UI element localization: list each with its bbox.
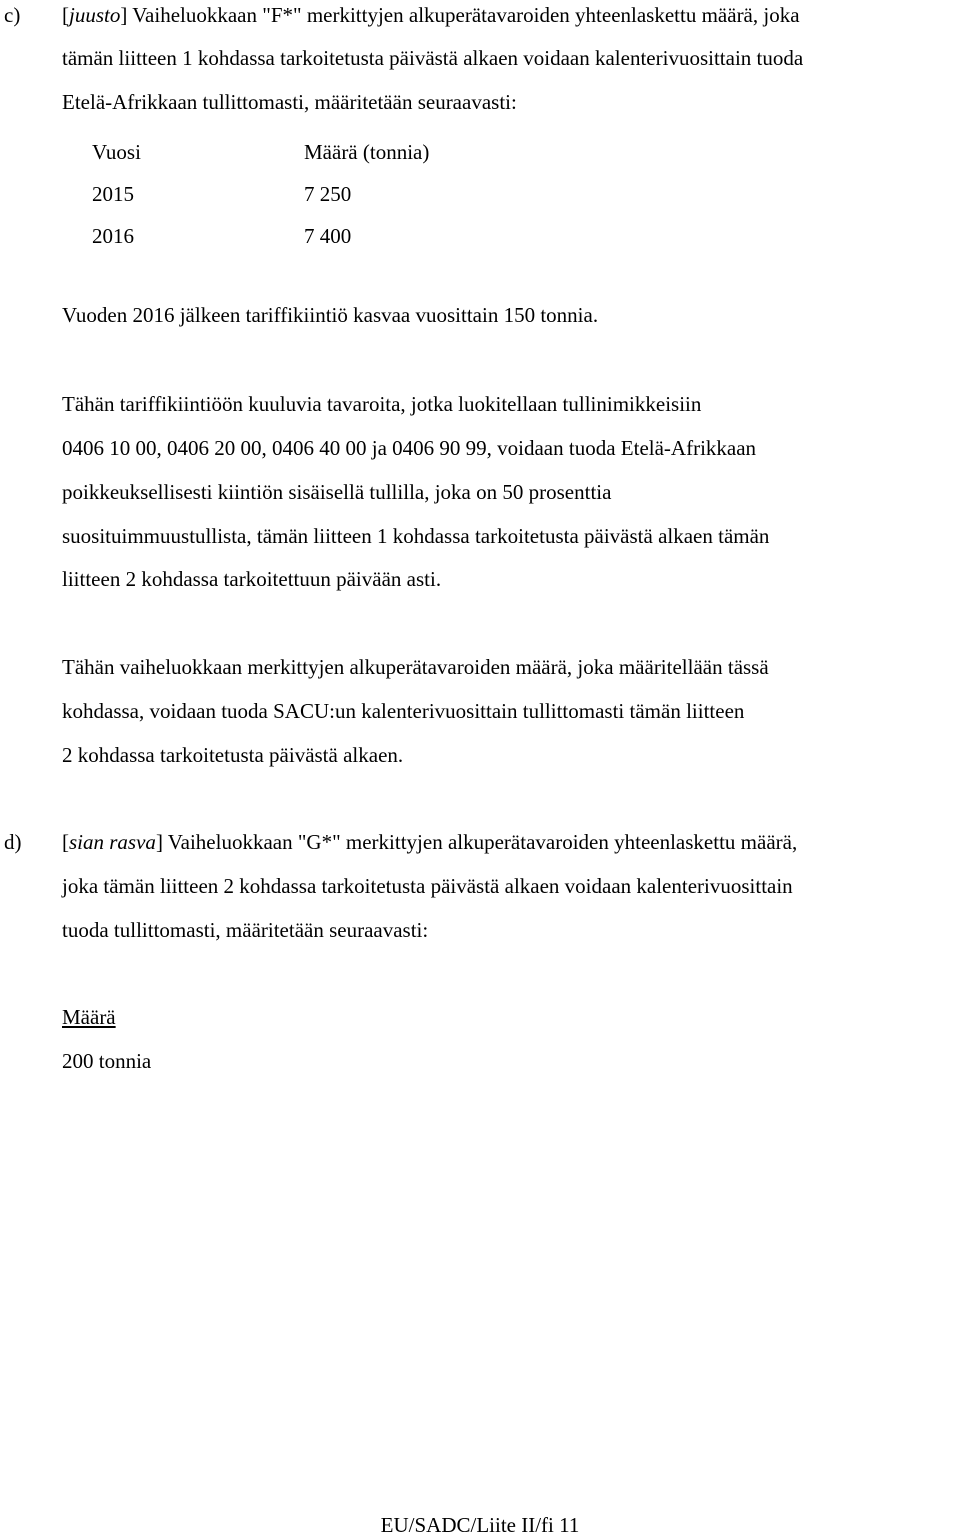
paragraph-3-line: kohdassa, voidaan tuoda SACU:un kalenterivuosittain tullittomasti tämän liitteen (62, 699, 745, 723)
paragraph-3-line: Tähän vaiheluokkaan merkittyjen alkuperätavaroiden määrä, joka määritellään tässä (62, 655, 769, 679)
bracket-open: [ (62, 3, 69, 27)
section-d-line-1-text: ] Vaiheluokkaan "G*" merkittyjen alkuperätavaroiden yhteenlaskettu määrä, (155, 830, 798, 854)
quantity-value: 200 tonnia (62, 1049, 152, 1073)
product-name-juusto: juusto (69, 3, 121, 27)
paragraph-2-line: poikkeuksellisesti kiintiön sisäisellä tullilla, joka on 50 prosenttia (62, 480, 612, 504)
bracket-open: [ (62, 830, 69, 854)
product-name-sian-rasva: sian rasva (69, 830, 156, 854)
growth-note: Vuoden 2016 jälkeen tariffikiintiö kasvaa vuosittain 150 tonnia. (62, 303, 599, 327)
paragraph-2-line: 0406 10 00, 0406 20 00, 0406 40 00 ja 0406 90 99, voidaan tuoda Etelä-Afrikkaan (62, 436, 757, 460)
table-row-quantity: 7 250 (304, 182, 352, 206)
section-c-label: c) (4, 3, 21, 27)
paragraph-2-line: liitteen 2 kohdassa tarkoitettuun päivään asti. (62, 567, 442, 591)
section-c-line-1-text: ] Vaiheluokkaan "F*" merkittyjen alkuperätavaroiden yhteenlaskettu määrä, joka (120, 3, 800, 27)
table-row-year: 2015 (92, 182, 134, 206)
section-d-line-1 (62, 829, 797, 855)
table-row-year: 2016 (92, 224, 134, 248)
paragraph-3-line: 2 kohdassa tarkoitetusta päivästä alkaen. (62, 743, 404, 767)
section-c-line-1 (62, 2, 800, 28)
page-footer-reference: EU/SADC/Liite II/fi 11 (380, 1513, 580, 1537)
table-header-year: Vuosi (92, 140, 141, 164)
section-d-label: d) (4, 830, 22, 854)
paragraph-2-line: Tähän tariffikiintiöön kuuluvia tavaroita, jotka luokitellaan tullinimikkeisiin (62, 392, 702, 416)
table-header-quantity: Määrä (tonnia) (304, 140, 430, 164)
quantity-header: Määrä (62, 1005, 116, 1029)
section-d-line-2: joka tämän liitteen 2 kohdassa tarkoitetusta päivästä alkaen voidaan kalenterivuosittain (62, 874, 793, 898)
section-c-line-3: Etelä-Afrikkaan tullittomasti, määritetään seuraavasti: (62, 90, 517, 114)
table-row-quantity: 7 400 (304, 224, 352, 248)
section-d-line-3: tuoda tullittomasti, määritetään seuraavasti: (62, 918, 429, 942)
paragraph-2-line: suosituimmuustullista, tämän liitteen 1 kohdassa tarkoitetusta päivästä alkaen tämän (62, 524, 770, 548)
section-c-line-2: tämän liitteen 1 kohdassa tarkoitetusta päivästä alkaen voidaan kalenterivuosittain tuoda (62, 46, 804, 70)
